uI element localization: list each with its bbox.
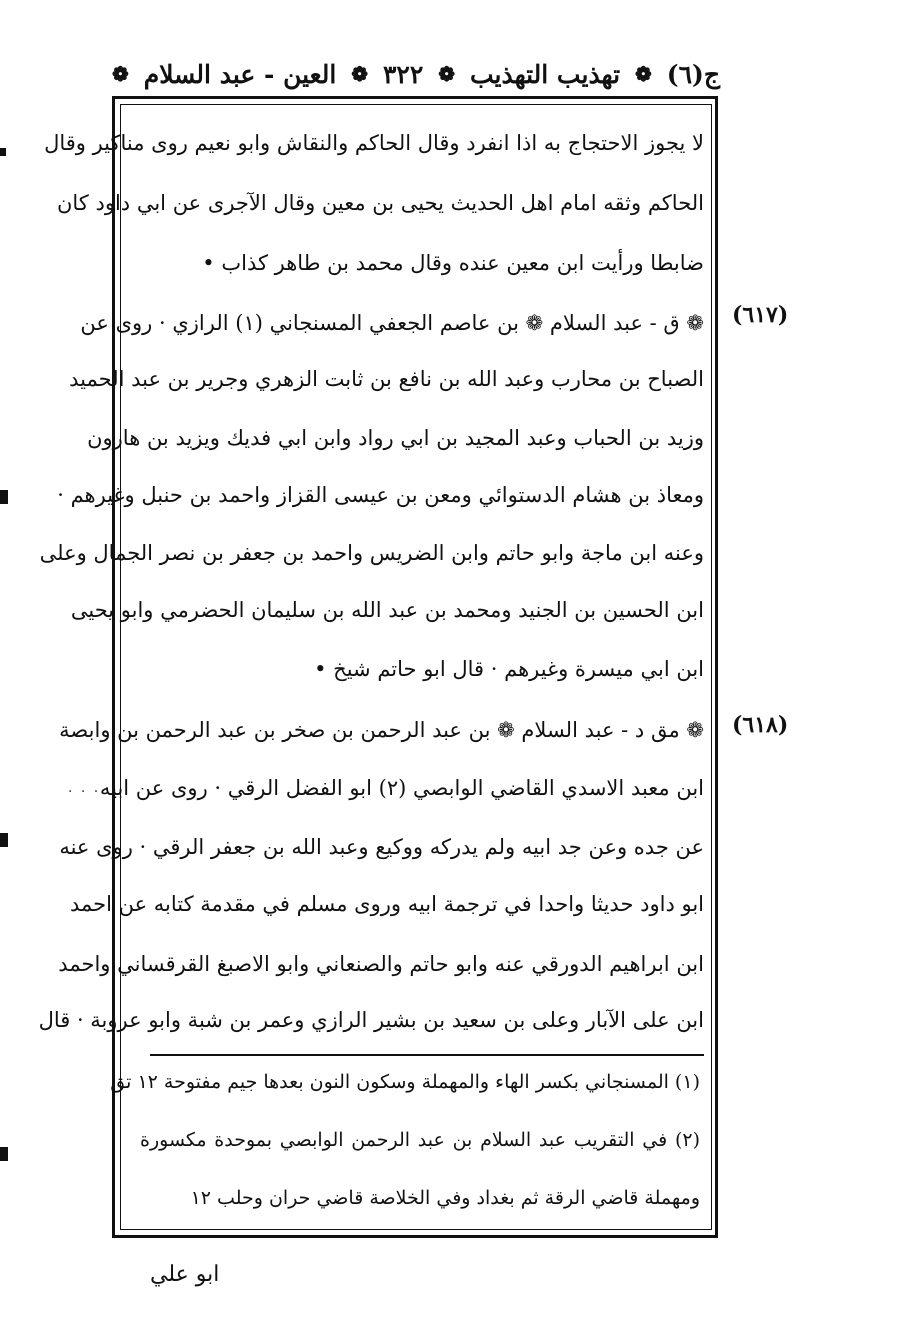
footnote-divider (150, 1054, 704, 1056)
ornament-icon: ❁ (635, 62, 652, 86)
text-line: الصباح بن محارب وعبد الله بن نافع بن ثابت الزهري وجرير بن عبد الحميد (69, 367, 704, 391)
book-title: تهذيب التهذيب (469, 59, 621, 89)
text-line: لا يجوز الاحتجاج به اذا انفرد وقال الحاكم والنقاش وابو نعيم روى مناكير وقال (44, 131, 704, 155)
scan-mark (0, 1147, 8, 1161)
scan-mark (0, 148, 6, 156)
text-line: ابن معبد الاسدي القاضي الوابصي (٢) ابو الفضل الرقي · روى عن ابيه (99, 776, 704, 800)
catchword: ابو علي (150, 1262, 220, 1287)
ornament-icon: ❁ (351, 62, 368, 86)
text-line: وزيد بن الحباب وعبد المجيد بن ابي رواد وابن ابي فديك ويزيد بن هارون (87, 426, 704, 450)
text-line: ابن على الآبار وعلى بن سعيد بن بشير الرازي وعمر بن شبة وابو عروبة · قال (38, 1008, 704, 1032)
footnote-line: ومهملة قاضي الرقة ثم بغداد وفي الخلاصة قاضي حران وحلب ١٢ (190, 1187, 700, 1209)
page-number: ٣٢٢ (382, 59, 424, 89)
ornament-icon: ❁ (112, 62, 129, 86)
entry-number: (٦١٧) (732, 302, 789, 328)
text-line: ومعاذ بن هشام الدستوائي ومعن بن عيسى القزاز واحمد بن حنبل وغيرهم · (57, 483, 704, 507)
text-line: عن جده وعن جد ابيه ولم يدركه ووكيع وعبد الله بن جعفر الرقي · روى عنه (59, 835, 704, 859)
text-line: ابن ابي ميسرة وغيرهم · قال ابو حاتم شيخ • (314, 657, 704, 681)
scan-dots: · · · (68, 784, 101, 800)
text-line: ابو داود حديثا واحدا في ترجمة ابيه وروى مسلم في مقدمة كتابه عن احمد (69, 892, 704, 916)
text-line: ❁ ق - عبد السلام ❁ بن عاصم الجعفي المسنجاني (١) الرازي · روى عن (80, 311, 704, 335)
scan-mark (0, 490, 8, 504)
ornament-icon: ❁ (438, 62, 455, 86)
text-line: ابن الحسين بن الجنيد ومحمد بن عبد الله بن سليمان الحضرمي وابو يحيى (70, 598, 704, 622)
entry-number: (٦١٨) (732, 712, 789, 738)
section-title: العين - عبد السلام (143, 59, 337, 89)
text-line: ابن ابراهيم الدورقي عنه وابو حاتم والصنعاني وابو الاصبغ القرقساني واحمد (58, 952, 704, 976)
text-line: ❁ مق د - عبد السلام ❁ بن عبد الرحمن بن صخر بن عبد الرحمن بن وابصة (59, 718, 704, 742)
text-line: وعنه ابن ماجة وابو حاتم وابن الضريس واحمد بن جعفر بن نصر الجمال وعلى (39, 541, 704, 565)
volume-label: ج(٦) (666, 59, 720, 89)
text-line: ضابطا ورأيت ابن معين عنده وقال محمد بن طاهر كذاب • (202, 251, 704, 275)
footnote-line: (٢) في التقريب عبد السلام بن عبد الرحمن الوابصي بموحدة مكسورة (140, 1129, 700, 1151)
scan-mark (0, 833, 8, 847)
footnote-line: (١) المسنجاني بكسر الهاء والمهملة وسكون النون بعدها جيم مفتوحة ١٢ تق (110, 1071, 700, 1093)
running-header (108, 52, 720, 96)
text-line: الحاكم وثقه امام اهل الحديث يحيى بن معين وقال الآجرى عن ابي داود كان (56, 191, 704, 215)
